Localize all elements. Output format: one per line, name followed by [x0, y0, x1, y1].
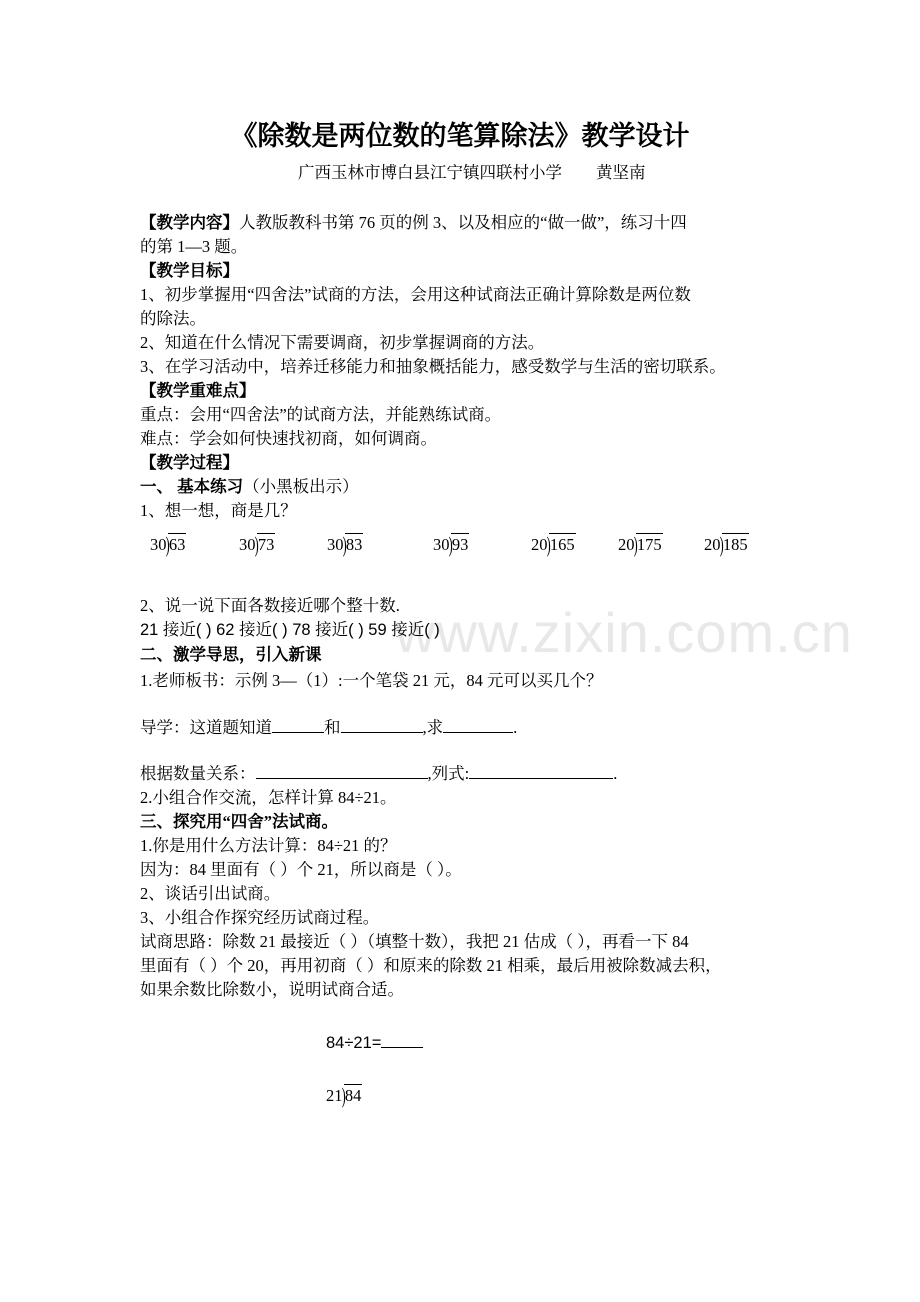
calc-text: 84÷21=	[326, 1034, 382, 1052]
section-3-title-text: 三、探究用“四舍”法试商。	[140, 812, 338, 831]
keypoints-heading	[140, 379, 256, 402]
process-heading-text: 【教学过程】	[140, 453, 239, 472]
section-3-line-7: 如果余数比除数小，说明试商合适。	[140, 980, 404, 999]
section-1-note: （小黑板出示）	[243, 477, 359, 496]
blank	[443, 717, 513, 733]
content-line-2: 的第 1—3 题。	[140, 237, 248, 256]
keypoints-heading-text: 【教学重难点】	[140, 381, 256, 400]
relation-line	[140, 762, 617, 785]
divisor: 21	[326, 1086, 343, 1105]
long-division-84-21	[326, 1084, 362, 1107]
watermark: www.zixin.com.cn	[395, 601, 853, 664]
division-bracket: )	[546, 532, 551, 557]
blank	[272, 717, 324, 733]
division-6	[618, 533, 663, 556]
section-3-line-2: 因为：84 里面有（ ）个 21，所以商是（ ）。	[140, 860, 462, 879]
division-3	[327, 533, 363, 556]
process-heading	[140, 451, 239, 474]
goal-1a: 1、初步掌握用“四舍法”试商的方法，会用这种试商法正确计算除数是两位数	[140, 285, 691, 304]
division-7	[704, 533, 749, 556]
guide-text-c: ,求	[422, 718, 444, 737]
relation-text-b: ,列式:	[427, 764, 470, 783]
divisor: 30	[150, 535, 167, 554]
keypoint-1: 重点：会用“四舍法”的试商方法，并能熟练试商。	[140, 405, 502, 424]
approx-line: 21 接近( ) 62 接近( ) 78 接近( ) 59 接近( )	[140, 621, 440, 639]
blank	[341, 717, 423, 733]
goal-2: 2、知道在什么情况下需要调商，初步掌握调商的方法。	[140, 333, 545, 352]
division-4	[433, 533, 469, 556]
division-bracket: )	[448, 532, 453, 557]
school-name: 广西玉林市博白县江宁镇四联村小学	[298, 163, 562, 182]
section-1-title-text: 一、 基本练习	[140, 477, 244, 496]
divisor: 30	[239, 535, 256, 554]
section-3-line-3: 2、谈话引出试商。	[140, 884, 281, 903]
divisor: 30	[327, 535, 344, 554]
goal-1b: 的除法。	[140, 309, 206, 328]
dividend: 63	[168, 535, 186, 554]
division-bracket: )	[633, 532, 638, 557]
division-bracket: )	[341, 1083, 346, 1108]
guide-line	[140, 716, 517, 739]
section-2-line-2: 2.小组合作交流，怎样计算 84÷21。	[140, 788, 397, 807]
blank	[469, 763, 613, 779]
division-bracket: )	[165, 532, 170, 557]
content-heading: 【教学内容】	[140, 213, 239, 232]
divisor: 20	[531, 535, 548, 554]
goals-heading	[140, 259, 239, 282]
calc-line	[326, 1032, 423, 1053]
dividend: 83	[345, 535, 363, 554]
section-3-line-1: 1.你是用什么方法计算：84÷21 的？	[140, 836, 397, 855]
divisor: 20	[618, 535, 635, 554]
blank	[381, 1032, 423, 1048]
section-2-line-1: 1.老师板书：示例 3—（1）:一个笔袋 21 元，84 元可以买几个？	[140, 671, 603, 690]
guide-text-d: .	[513, 718, 518, 737]
dividend: 185	[722, 535, 748, 554]
content-line-1	[140, 211, 687, 234]
page-title: 《除数是两位数的笔算除法》教学设计	[230, 121, 690, 151]
section-2-title-text: 二、激学导思，引入新课	[140, 645, 322, 664]
division-bracket: )	[342, 532, 347, 557]
keypoint-2: 难点：学会如何快速找初商，如何调商。	[140, 429, 437, 448]
divisor: 30	[433, 535, 450, 554]
divisor: 20	[704, 535, 721, 554]
dividend: 73	[257, 535, 275, 554]
goals-heading-text: 【教学目标】	[140, 261, 239, 280]
relation-text-a: 根据数量关系：	[140, 764, 256, 783]
section-3-line-6: 里面有（ ）个 20，再用初商（ ）和原来的除数 21 相乘，最后用被除数减去积，	[140, 956, 722, 975]
dividend: 84	[344, 1086, 362, 1105]
section-3-line-5: 试商思路：除数 21 最接近（ ）（填整十数），我把 21 估成（ ），再看一下 84	[140, 932, 689, 951]
division-2	[239, 533, 275, 556]
section-2-title	[140, 643, 322, 666]
section-1-title	[140, 475, 359, 498]
content-text-1: 人教版教科书第 76 页的例 3、以及相应的“做一做”，练习十四	[239, 213, 687, 232]
dividend: 175	[636, 535, 662, 554]
author-name: 黄坚南	[596, 163, 646, 182]
section-1-q1: 1、想一想，商是几？	[140, 501, 297, 520]
division-5	[531, 533, 576, 556]
dividend: 165	[549, 535, 575, 554]
division-1	[150, 533, 186, 556]
division-bracket: )	[719, 532, 724, 557]
section-3-title	[140, 810, 338, 833]
section-3-line-4: 3、小组合作探究经历试商过程。	[140, 908, 380, 927]
subtitle	[298, 161, 646, 184]
blank	[256, 763, 428, 779]
goal-3: 3、在学习活动中，培养迁移能力和抽象概括能力，感受数学与生活的密切联系。	[140, 357, 726, 376]
relation-text-c: .	[613, 764, 618, 783]
dividend: 93	[451, 535, 469, 554]
division-bracket: )	[254, 532, 259, 557]
guide-text-b: 和	[324, 718, 341, 737]
section-1-q2: 2、说一说下面各数接近哪个整十数.	[140, 596, 400, 615]
guide-text-a: 导学：这道题知道	[140, 718, 272, 737]
